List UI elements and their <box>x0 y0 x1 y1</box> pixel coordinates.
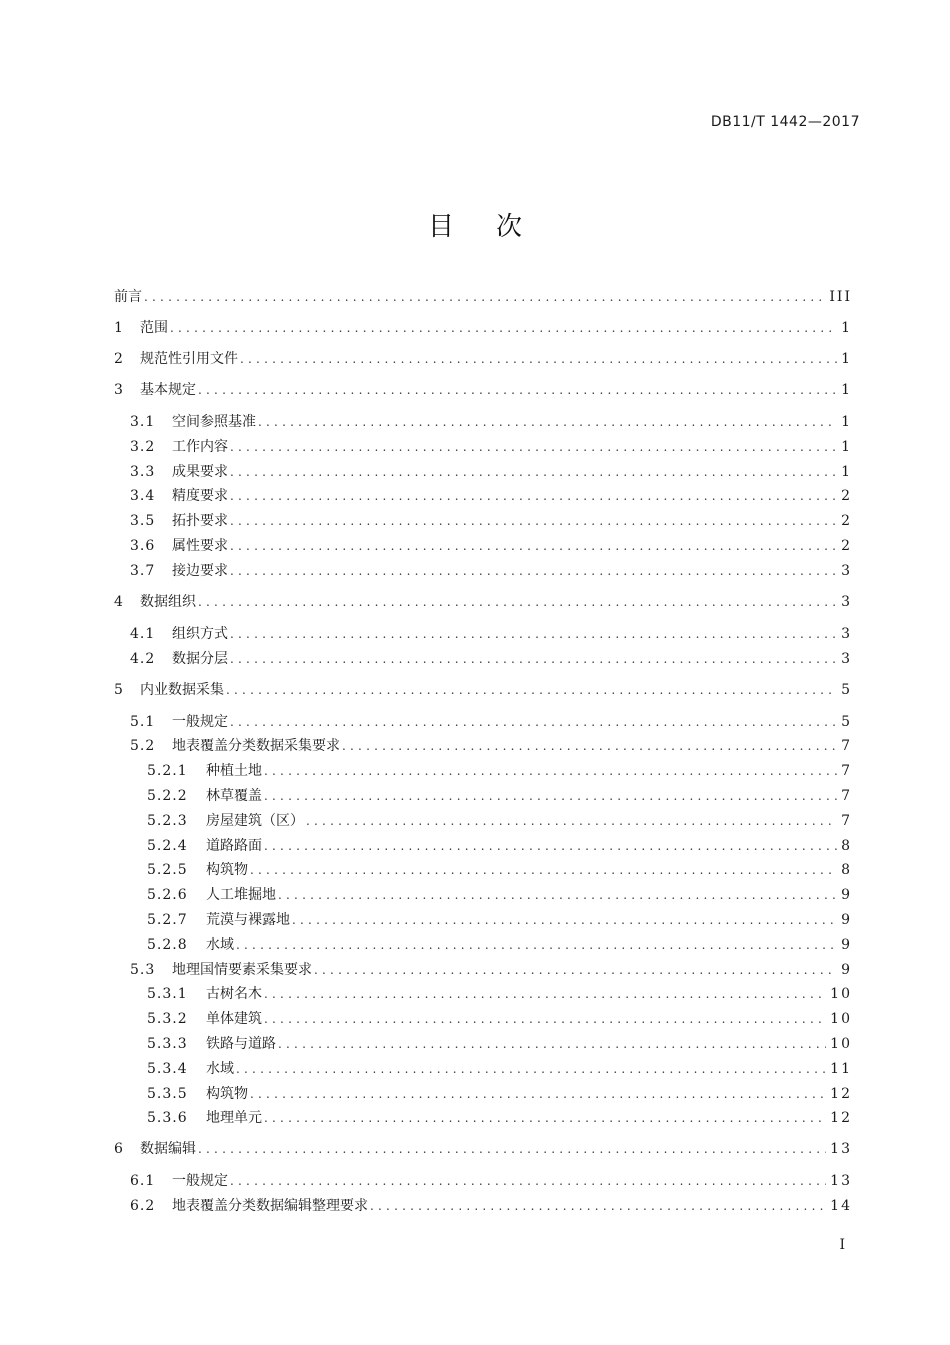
toc-entry-page: 7 <box>841 788 852 804</box>
toc-leader-dots <box>230 1170 826 1192</box>
toc-entry-page: 8 <box>841 862 852 879</box>
toc-leader-dots <box>170 317 837 339</box>
toc-entry-page: III <box>829 289 852 305</box>
toc-entry-page: 3 <box>841 625 852 642</box>
toc-entry-title: 水域 <box>206 1060 234 1077</box>
toc-entry-number: 3.3 <box>130 463 156 480</box>
toc-entry-title: 一般规定 <box>172 713 228 730</box>
toc-entry-title: 房屋建筑（区） <box>206 812 304 829</box>
toc-entry[interactable] <box>114 1008 852 1030</box>
toc-entry-number: 5.2 <box>130 738 156 755</box>
toc-entry-page: 5 <box>841 713 852 730</box>
toc-entry[interactable] <box>114 1170 852 1192</box>
toc-entry[interactable] <box>114 560 852 582</box>
toc-leader-dots <box>198 1138 826 1160</box>
toc-entry-title: 地理单元 <box>206 1110 262 1127</box>
toc-leader-dots <box>278 1033 826 1055</box>
toc-leader-dots <box>198 379 837 401</box>
toc-entry-page: 7 <box>841 738 852 755</box>
toc-entry[interactable] <box>114 1195 852 1217</box>
toc-entry[interactable] <box>114 623 852 645</box>
toc-leader-dots <box>264 1008 826 1030</box>
toc-entry-title: 空间参照基准 <box>172 414 256 430</box>
toc-entry-title: 构筑物 <box>206 862 248 879</box>
toc-entry-number: 3.1 <box>130 414 156 430</box>
toc-entry-number: 5.2.2 <box>147 788 188 804</box>
toc-entry[interactable] <box>114 735 852 757</box>
toc-entry-title: 精度要求 <box>172 488 228 505</box>
toc-entry-number: 5.3.1 <box>147 986 188 1003</box>
toc-entry-title: 道路路面 <box>206 837 262 854</box>
toc-entry[interactable] <box>114 859 852 881</box>
toc-entry[interactable] <box>114 785 852 807</box>
toc-leader-dots <box>250 1083 826 1105</box>
toc-entry-title: 种植土地 <box>206 763 262 780</box>
toc-entry-title: 人工堆掘地 <box>206 887 276 904</box>
toc-entry-title: 数据编辑 <box>140 1141 196 1158</box>
toc-entry-page: 10 <box>830 1036 852 1052</box>
toc-entry-number: 5.3 <box>130 961 156 978</box>
toc-entry[interactable] <box>114 648 852 670</box>
toc-entry[interactable] <box>114 835 852 857</box>
toc-leader-dots <box>264 760 837 782</box>
toc-entry-title: 构筑物 <box>206 1085 248 1102</box>
toc-entry[interactable] <box>114 959 852 981</box>
toc-leader-dots <box>230 623 837 645</box>
toc-entry[interactable] <box>114 535 852 557</box>
toc-entry[interactable] <box>114 909 852 931</box>
toc-entry-title: 拓扑要求 <box>172 513 228 530</box>
toc-entry[interactable] <box>114 983 852 1005</box>
toc-leader-dots <box>230 711 837 733</box>
toc-entry[interactable] <box>114 461 852 483</box>
toc-entry[interactable] <box>114 436 852 458</box>
toc-leader-dots <box>236 1058 826 1080</box>
toc-entry-page: 11 <box>830 1060 852 1077</box>
toc-entry-page: 9 <box>841 961 852 978</box>
toc-entry-page: 3 <box>841 562 852 579</box>
toc-entry-page: 1 <box>841 351 852 367</box>
toc-entry-title: 属性要求 <box>172 538 228 554</box>
toc-entry-title: 地理国情要素采集要求 <box>172 961 312 978</box>
toc-entry[interactable] <box>114 1138 852 1160</box>
toc-entry[interactable] <box>114 711 852 733</box>
toc-leader-dots <box>230 485 837 507</box>
toc-entry-page: 9 <box>841 887 852 904</box>
toc-entry-title: 林草覆盖 <box>206 788 262 804</box>
toc-entry[interactable] <box>114 317 852 339</box>
toc-leader-dots <box>230 535 837 557</box>
toc-entry-number: 5.3.6 <box>147 1110 188 1127</box>
toc-entry-number: 5.3.3 <box>147 1036 188 1052</box>
toc-entry-title: 工作内容 <box>172 438 228 455</box>
toc-entry-page: 12 <box>830 1110 852 1127</box>
toc-leader-dots <box>230 436 837 458</box>
toc-entry[interactable] <box>114 379 852 401</box>
toc-leader-dots <box>342 735 837 757</box>
toc-entry-page: 3 <box>841 650 852 667</box>
toc-entry-number: 5.2.7 <box>147 912 188 928</box>
toc-entry-number: 6.1 <box>130 1173 156 1190</box>
toc-entry-title: 铁路与道路 <box>206 1036 276 1052</box>
toc-entry-title: 范围 <box>140 320 168 336</box>
toc-entry-number: 6.2 <box>130 1198 156 1215</box>
toc-entry-number: 3.5 <box>130 513 156 530</box>
toc-leader-dots <box>230 510 837 532</box>
toc-entry-number: 5.3.4 <box>147 1060 188 1077</box>
toc-leader-dots <box>198 591 837 613</box>
toc-entry[interactable] <box>114 510 852 532</box>
toc-entry-number: 4.1 <box>130 625 156 642</box>
toc-entry-title: 古树名木 <box>206 986 262 1003</box>
toc-leader-dots <box>264 1107 826 1129</box>
toc-entry-number: 4 <box>114 593 123 610</box>
toc-entry-number: 5.2.3 <box>147 812 188 829</box>
toc-entry-title: 数据组织 <box>140 593 196 610</box>
toc-entry-number: 3.4 <box>130 488 156 505</box>
toc-entry-page: 12 <box>830 1085 852 1102</box>
toc-entry-number: 6 <box>114 1141 123 1158</box>
toc-entry[interactable] <box>114 1107 852 1129</box>
toc-entry-page: 1 <box>841 320 852 336</box>
toc-leader-dots <box>264 835 837 857</box>
toc-leader-dots <box>240 348 837 370</box>
toc-entry-title: 接边要求 <box>172 562 228 579</box>
toc-entry-page: 9 <box>841 912 852 928</box>
toc-entry-title: 单体建筑 <box>206 1011 262 1028</box>
toc-entry[interactable] <box>114 1058 852 1080</box>
toc-leader-dots <box>314 959 837 981</box>
toc-entry[interactable] <box>114 884 852 906</box>
toc-leader-dots <box>230 560 837 582</box>
toc-entry[interactable] <box>114 485 852 507</box>
document-code: DB11/T 1442—2017 <box>710 114 860 130</box>
toc-leader-dots <box>264 785 837 807</box>
toc-entry-number: 3.6 <box>130 538 156 554</box>
toc-entry-page: 1 <box>841 463 852 480</box>
toc-entry-title: 地表覆盖分类数据采集要求 <box>172 738 340 755</box>
toc-entry-number: 3.2 <box>130 438 156 455</box>
toc-leader-dots <box>230 648 837 670</box>
toc-entry-number: 5.2.1 <box>147 763 188 780</box>
toc-entry[interactable] <box>114 411 852 433</box>
toc-entry-title: 水域 <box>206 936 234 953</box>
toc-entry-number: 1 <box>114 320 123 336</box>
toc-entry-page: 13 <box>830 1173 852 1190</box>
toc-entry[interactable] <box>114 810 852 832</box>
toc-entry-page: 8 <box>841 837 852 854</box>
toc-leader-dots <box>370 1195 826 1217</box>
toc-entry-page: 1 <box>841 414 852 430</box>
toc-entry-title: 荒漠与裸露地 <box>206 912 290 928</box>
toc-entry-title: 一般规定 <box>172 1173 228 1190</box>
toc-entry-page: 1 <box>841 382 852 398</box>
toc-entry-page: 2 <box>841 513 852 530</box>
toc-leader-dots <box>278 884 837 906</box>
toc-entry-number: 3.7 <box>130 562 156 579</box>
toc-entry-page: 2 <box>841 488 852 505</box>
toc-entry-title: 成果要求 <box>172 463 228 480</box>
toc-entry[interactable] <box>114 679 852 701</box>
toc-entry-page: 13 <box>830 1141 852 1158</box>
toc-entry-number: 5.2.4 <box>147 837 188 854</box>
toc-entry-number: 2 <box>114 351 123 367</box>
toc-entry[interactable] <box>114 760 852 782</box>
toc-entry-title: 前言 <box>114 289 142 305</box>
toc-entry-title: 数据分层 <box>172 650 228 667</box>
toc-entry[interactable] <box>114 591 852 613</box>
toc-leader-dots <box>292 909 837 931</box>
toc-title: 目次 <box>427 212 564 242</box>
toc-entry[interactable] <box>114 286 852 308</box>
toc-entry-title: 组织方式 <box>172 625 228 642</box>
toc-entry-page: 7 <box>841 763 852 780</box>
toc-entry-number: 5 <box>114 681 123 698</box>
toc-entry-number: 5.1 <box>130 713 156 730</box>
toc-entry-number: 5.3.2 <box>147 1011 188 1028</box>
toc-entry[interactable] <box>114 1083 852 1105</box>
toc-entry-page: 3 <box>841 593 852 610</box>
toc-entry-page: 9 <box>841 936 852 953</box>
toc-entry-page: 2 <box>841 538 852 554</box>
toc-entry-title: 规范性引用文件 <box>140 351 238 367</box>
toc-entry-page: 14 <box>830 1198 852 1215</box>
toc-entry-title: 地表覆盖分类数据编辑整理要求 <box>172 1198 368 1215</box>
toc-leader-dots <box>250 859 837 881</box>
toc-entry-number: 4.2 <box>130 650 156 667</box>
toc-entry[interactable] <box>114 348 852 370</box>
toc-entry[interactable] <box>114 934 852 956</box>
page-number: I <box>839 1237 845 1253</box>
toc-entry-number: 5.2.5 <box>147 862 188 879</box>
toc-entry-number: 5.3.5 <box>147 1085 188 1102</box>
toc-entry-page: 1 <box>841 438 852 455</box>
toc-entry-number: 5.2.6 <box>147 887 188 904</box>
toc-leader-dots <box>236 934 837 956</box>
toc-leader-dots <box>226 679 837 701</box>
toc-entry-page: 10 <box>830 1011 852 1028</box>
toc-leader-dots <box>230 461 837 483</box>
toc-entry-page: 5 <box>841 681 852 698</box>
toc-entry[interactable] <box>114 1033 852 1055</box>
toc-entry-page: 7 <box>841 812 852 829</box>
toc-entry-number: 3 <box>114 382 123 398</box>
toc-leader-dots <box>264 983 826 1005</box>
toc-leader-dots <box>306 810 837 832</box>
toc-entry-title: 内业数据采集 <box>140 681 224 698</box>
toc-leader-dots <box>144 286 825 308</box>
toc-entry-number: 5.2.8 <box>147 936 188 953</box>
toc-entry-title: 基本规定 <box>140 382 196 398</box>
toc-leader-dots <box>258 411 837 433</box>
toc-entry-page: 10 <box>830 986 852 1003</box>
